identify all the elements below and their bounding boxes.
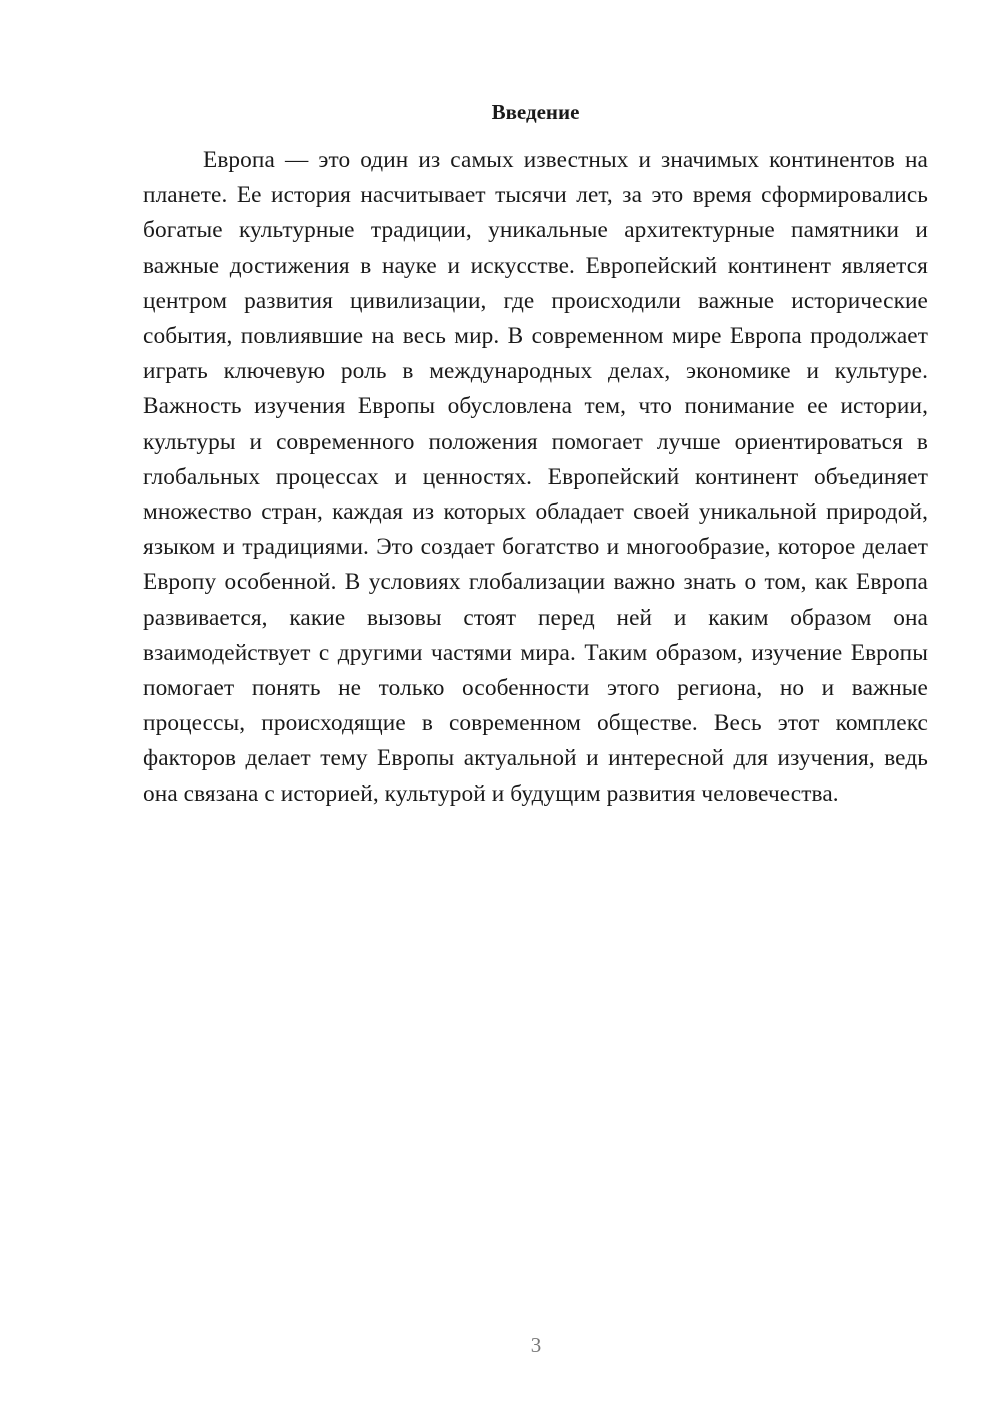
page-number: 3 [530,1333,542,1357]
section-heading: Введение [491,100,580,124]
body-paragraph: Европа — это один из самых известных и значимых континентов на планете. Ее история насчитывает тысячи лет, за это время сформировались богатые культурные традиции, уникальные архитектурные памятники и важные достижения в науке и искусстве. Европейский континент является центром развития цивилизации, где происходили важные исторические события, повлиявшие на весь мир. В современном мире Европа продолжает играть ключевую роль в международных делах, экономике и культуре. Важность изучения Европы обусловлена тем, что понимание ее истории, культуры и современного положения помогает лучше ориентироваться в глобальных процессах и ценностях. Европейский континент объединяет множество стран, каждая из которых обладает своей уникальной природой, языком и традициями. Это создает богатство и многообразие, которое делает Европу особенной. В условиях глобализации важно знать о том, как Европа развивается, какие вызовы стоят перед ней и каким образом она взаимодействует с другими частями мира. Таким образом, изучение Европы помогает понять не только особенности этого региона, но и важные процессы, происходящие в современном обществе. Весь этот комплекс факторов делает тему Европы актуальной и интересной для изучения, ведь она связана с историей, культурой и будущим развития человечества. [143,147,928,807]
